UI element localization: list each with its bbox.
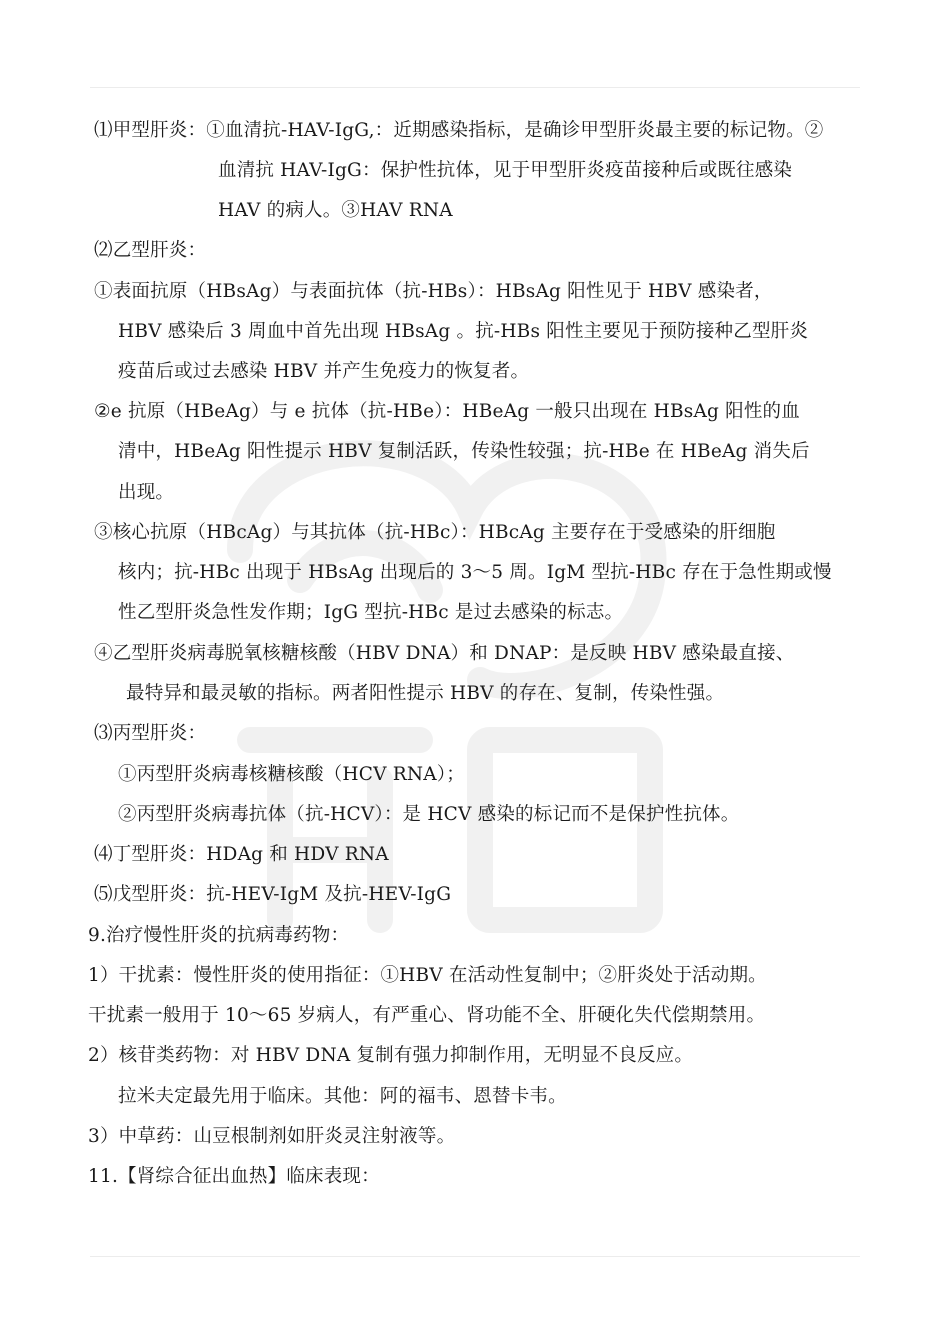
text-line: ⑴甲型肝炎：①血清抗-HAV-IgG,：近期感染指标，是确诊甲型肝炎最主要的标记物。② xyxy=(94,120,824,141)
text-line: 2）核苷类药物：对 HBV DNA 复制有强力抑制作用，无明显不良反应。 xyxy=(88,1045,694,1066)
text-line: ③核心抗原（HBcAg）与其抗体（抗-HBc）：HBcAg 主要存在于受感染的肝细胞 xyxy=(94,522,776,543)
text-line: 11.【肾综合征出血热】临床表现： xyxy=(88,1166,380,1187)
text-line: 出现。 xyxy=(118,482,175,503)
text-line: ①表面抗原（HBsAg）与表面抗体（抗-HBs）：HBsAg 阳性见于 HBV 感染者， xyxy=(94,281,773,302)
text-line: 3）中草药：山豆根制剂如肝炎灵注射液等。 xyxy=(88,1126,456,1147)
text-line: 疫苗后或过去感染 HBV 并产生免疫力的恢复者。 xyxy=(118,361,530,382)
text-line: ⑶丙型肝炎： xyxy=(94,723,207,744)
text-line: 9.治疗慢性肝炎的抗病毒药物： xyxy=(88,925,350,946)
text-line: 最特异和最灵敏的指标。两者阳性提示 HBV 的存在、复制，传染性强。 xyxy=(126,683,725,704)
text-line: HBV 感染后 3 周血中首先出现 HBsAg 。抗-HBs 阳性主要见于预防接种乙型肝炎 xyxy=(118,321,809,342)
text-line: 拉米夫定最先用于临床。其他：阿的福韦、恩替卡韦。 xyxy=(118,1086,567,1107)
text-line: 核内；抗-HBc 出现于 HBsAg 出现后的 3～5 周。IgM 型抗-HBc 存在于急性期或慢 xyxy=(118,562,832,583)
text-line: 1）干扰素：慢性肝炎的使用指征：①HBV 在活动性复制中；②肝炎处于活动期。 xyxy=(88,965,767,986)
text-line: ④乙型肝炎病毒脱氧核糖核酸（HBV DNA）和 DNAP：是反映 HBV 感染最直接、 xyxy=(94,643,795,664)
text-line: ⑷丁型肝炎：HDAg 和 HDV RNA xyxy=(94,844,389,865)
text-line: ②e 抗原（HBeAg）与 e 抗体（抗-HBe）：HBeAg 一般只出现在 HBsAg 阳性的血 xyxy=(94,401,800,422)
text-line: 干扰素一般用于 10～65 岁病人，有严重心、肾功能不全、肝硬化失代偿期禁用。 xyxy=(88,1005,766,1026)
text-line: ⑸戊型肝炎：抗-HEV-IgM 及抗-HEV-IgG xyxy=(94,884,452,905)
footer-rule xyxy=(90,1256,860,1257)
text-line: ⑵乙型肝炎： xyxy=(94,240,207,261)
text-line: ①丙型肝炎病毒核糖核酸（HCV RNA）； xyxy=(118,764,465,785)
watermark-logo xyxy=(180,400,740,960)
text-line: 血清抗 HAV-IgG：保护性抗体，见于甲型肝炎疫苗接种后或既往感染 xyxy=(218,160,793,181)
text-line: 性乙型肝炎急性发作期；IgG 型抗-HBc 是过去感染的标志。 xyxy=(118,602,624,623)
text-line: HAV 的病人。③HAV RNA xyxy=(218,200,453,221)
text-line: 清中，HBeAg 阳性提示 HBV 复制活跃，传染性较强；抗-HBe 在 HBeAg 消失后 xyxy=(118,441,810,462)
header-rule xyxy=(90,87,860,88)
text-line: ②丙型肝炎病毒抗体（抗-HCV）：是 HCV 感染的标记而不是保护性抗体。 xyxy=(118,804,740,825)
